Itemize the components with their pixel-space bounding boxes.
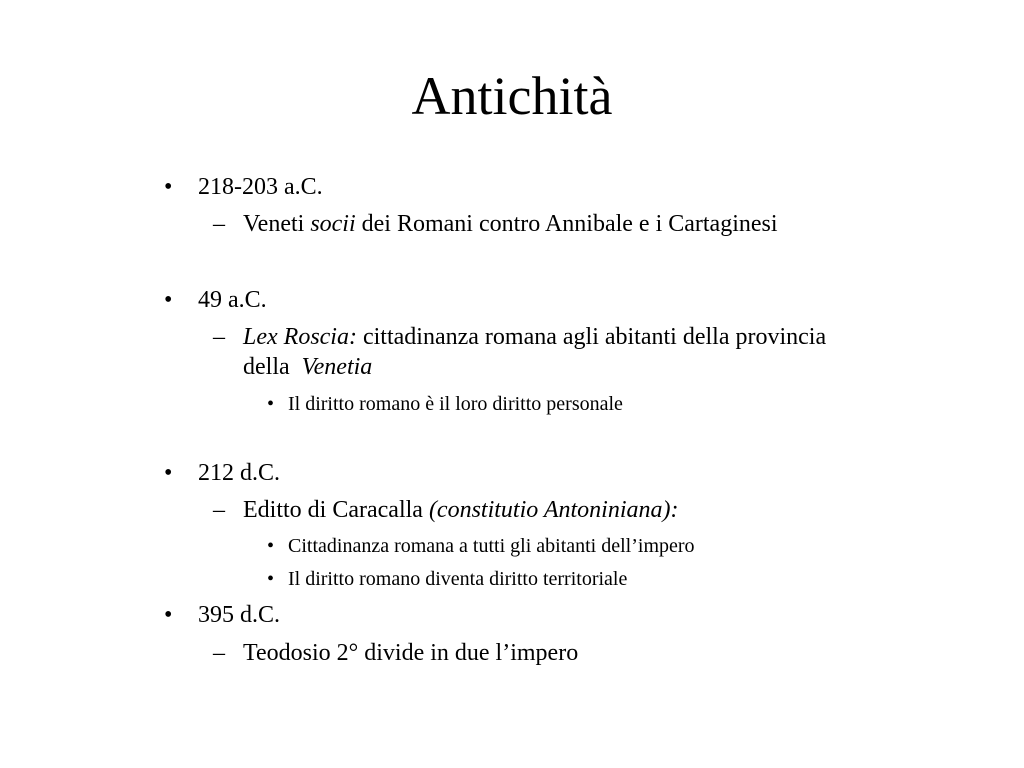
bullet-marker: • (164, 602, 173, 628)
sub-text-italic: Lex Roscia: (243, 324, 357, 350)
item-date: 49 a.C. (198, 287, 267, 313)
dash-marker: – (213, 640, 225, 666)
sub-text: dei Romani contro Annibale e i Cartaginesi (355, 211, 778, 237)
slide-title: Antichità (411, 66, 613, 126)
sub-text-italic: socii (310, 211, 356, 237)
bullet-marker: • (164, 460, 173, 486)
item-date: 218-203 a.C. (198, 174, 323, 200)
sub-text: della (243, 354, 302, 380)
item-date: 395 d.C. (198, 602, 281, 628)
bullet-marker: • (164, 174, 173, 200)
sub-item (213, 495, 679, 525)
note-text: Il diritto romano diventa diritto territoriale (288, 568, 628, 590)
dash-marker: – (213, 497, 225, 523)
note-item (267, 391, 623, 417)
sub-text-italic: Venetia (301, 354, 373, 380)
sub-item-continuation (243, 352, 372, 382)
bullet-item-date (164, 285, 267, 315)
sub-text-italic: (constitutio Antoniniana): (428, 497, 679, 523)
note-item (267, 533, 695, 559)
note-item (267, 566, 628, 592)
bullet-marker: • (164, 287, 173, 313)
bullet-item-date (164, 172, 323, 202)
bullet-item-date (164, 600, 281, 630)
dash-marker: – (213, 324, 225, 350)
sub-text: Veneti (243, 211, 311, 237)
sub-item (213, 638, 579, 668)
sub-text: Editto di Caracalla (243, 497, 429, 523)
bullet-item-date (164, 458, 281, 488)
bullet-marker: • (267, 393, 275, 415)
item-date: 212 d.C. (198, 460, 281, 486)
dash-marker: – (213, 211, 225, 237)
sub-text: Teodosio 2° divide in due l’impero (243, 640, 579, 666)
bullet-marker: • (267, 568, 275, 590)
note-text: Il diritto romano è il loro diritto personale (288, 393, 623, 415)
note-text: Cittadinanza romana a tutti gli abitanti dell’impero (288, 535, 695, 557)
sub-item (213, 322, 827, 352)
sub-item (213, 209, 778, 239)
sub-text: cittadinanza romana agli abitanti della provincia (356, 324, 827, 350)
bullet-marker: • (267, 535, 275, 557)
